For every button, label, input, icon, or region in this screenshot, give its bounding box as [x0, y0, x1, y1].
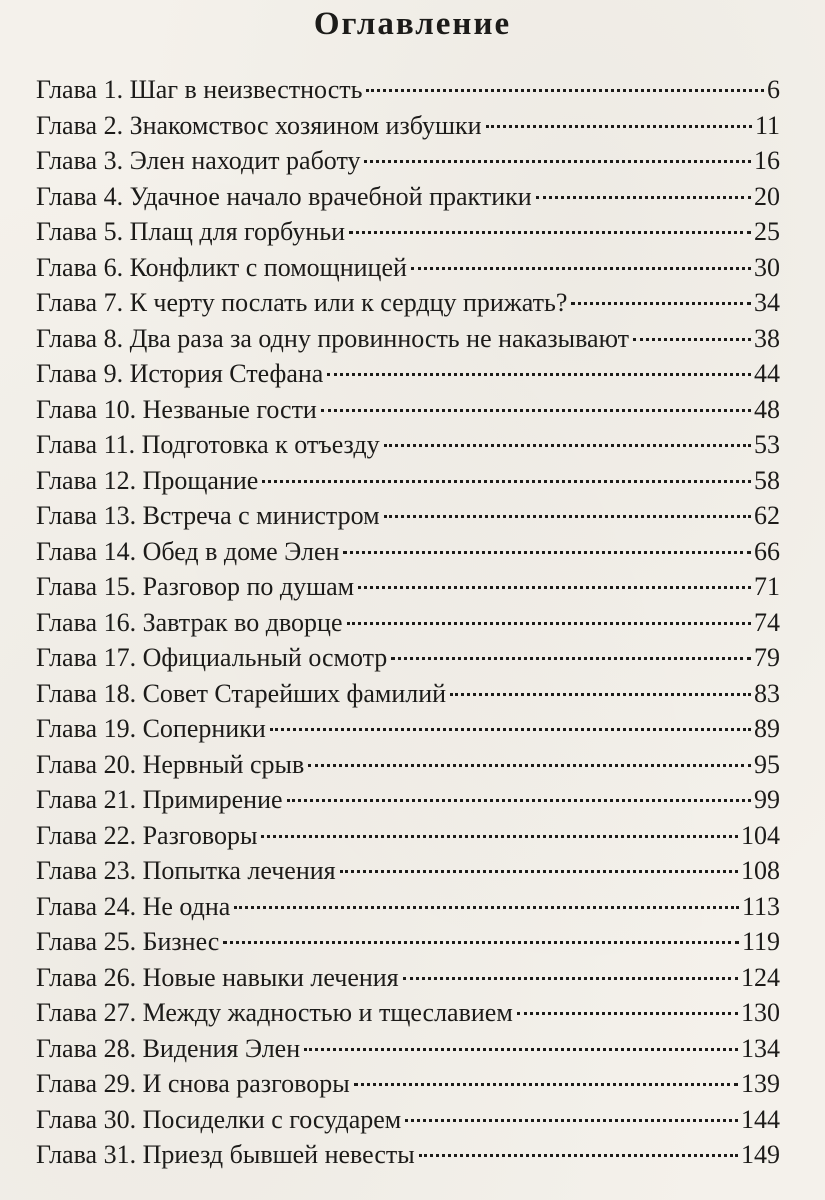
- chapter-title: Глава 29. И снова разговоры: [36, 1069, 350, 1098]
- toc-entry: [36, 747, 780, 783]
- chapter-title: Глава 31. Приезд бывшей невесты: [36, 1140, 415, 1169]
- page-number: 20: [754, 181, 780, 211]
- page-number: 124: [741, 962, 780, 992]
- chapter-title: Глава 1. Шаг в неизвестность: [36, 75, 363, 104]
- page-number: 95: [754, 749, 780, 779]
- dot-leader: [633, 338, 751, 341]
- chapter-title: Глава 19. Соперники: [36, 714, 266, 743]
- toc-entry: [36, 1137, 780, 1173]
- toc-entry: [36, 605, 780, 641]
- page-number: 16: [754, 146, 780, 175]
- dot-leader: [349, 231, 751, 234]
- chapter-title: Глава 5. Плащ для горбуньи: [36, 217, 345, 246]
- dot-leader: [536, 196, 751, 199]
- page-number: 89: [754, 714, 780, 743]
- page-number: 6: [767, 75, 780, 104]
- chapter-title: Глава 27. Между жадностью и тщеславием: [36, 998, 513, 1027]
- dot-leader: [571, 302, 751, 305]
- page-number: 130: [741, 998, 780, 1027]
- chapter-title: Глава 4. Удачное начало врачебной практики: [36, 181, 532, 211]
- page-number: 62: [754, 501, 780, 530]
- dot-leader: [419, 1154, 738, 1157]
- chapter-title: Глава 2. Знакомствос хозяином избушки: [36, 110, 482, 140]
- toc-entry: [36, 569, 780, 605]
- chapter-title: Глава 9. История Стефана: [36, 359, 324, 388]
- page-number: 34: [754, 288, 780, 317]
- toc-entry: [36, 498, 780, 534]
- dot-leader: [347, 622, 752, 625]
- dot-leader: [262, 480, 751, 483]
- chapter-title: Глава 21. Примирение: [36, 785, 283, 814]
- toc-entry: [36, 889, 780, 925]
- dot-leader: [403, 977, 738, 980]
- chapter-title: Глава 26. Новые навыки лечения: [36, 962, 399, 992]
- page-title: Оглавление: [313, 6, 512, 42]
- chapter-title: Глава 13. Встреча с министром: [36, 501, 380, 530]
- dot-leader: [287, 799, 751, 802]
- toc-entry: [36, 1066, 780, 1102]
- toc-entry: [36, 250, 780, 286]
- toc-entry: [36, 214, 780, 250]
- dot-leader: [327, 373, 751, 376]
- chapter-title: Глава 30. Посиделки с государем: [36, 1104, 402, 1134]
- dot-leader: [364, 160, 751, 163]
- page-number: 83: [754, 678, 780, 708]
- toc-entry: [36, 960, 780, 996]
- dot-leader: [358, 586, 751, 589]
- dot-leader: [366, 89, 764, 92]
- chapter-title: Глава 7. К черту послать или к сердцу прижать?: [36, 288, 568, 317]
- page-number: 134: [741, 1033, 780, 1063]
- dot-leader: [234, 906, 739, 909]
- toc-entry: [36, 427, 780, 463]
- dot-leader: [340, 870, 738, 873]
- chapter-title: Глава 11. Подготовка к отъезду: [36, 430, 380, 459]
- chapter-title: Глава 24. Не одна: [36, 891, 231, 921]
- dot-leader: [411, 267, 751, 270]
- toc-entry: [36, 108, 780, 144]
- toc-entry: [36, 818, 780, 854]
- page-number: 139: [741, 1069, 780, 1098]
- toc-entry: [36, 534, 780, 570]
- chapter-title: Глава 28. Видения Элен: [36, 1033, 301, 1063]
- toc-entry: [36, 995, 780, 1031]
- chapter-title: Глава 23. Попытка лечения: [36, 856, 336, 885]
- page-number: 30: [754, 252, 780, 282]
- dot-leader: [354, 1083, 738, 1086]
- page-number: 119: [741, 927, 780, 956]
- dot-leader: [384, 515, 751, 518]
- dot-leader: [308, 764, 751, 767]
- chapter-title: Глава 10. Незваные гости: [36, 394, 317, 424]
- dot-leader: [450, 693, 751, 696]
- dot-leader: [391, 657, 751, 660]
- chapter-title: Глава 15. Разговор по душам: [36, 572, 355, 601]
- toc-entry: [36, 640, 780, 676]
- page-number: 66: [754, 536, 780, 566]
- chapter-title: Глава 6. Конфликт с помощницей: [36, 252, 407, 282]
- page-number: 108: [741, 856, 780, 885]
- toc-entry: [36, 285, 780, 321]
- table-of-contents: [36, 72, 780, 1173]
- toc-entry: [36, 1102, 780, 1138]
- toc-entry: [36, 356, 780, 392]
- dot-leader: [343, 551, 751, 554]
- chapter-title: Глава 8. Два раза за одну провинность не наказывают: [36, 323, 630, 353]
- chapter-title: Глава 20. Нервный срыв: [36, 749, 305, 779]
- chapter-title: Глава 12. Прощание: [36, 465, 259, 495]
- page-number: 25: [754, 217, 780, 246]
- chapter-title: Глава 18. Совет Старейших фамилий: [36, 678, 447, 708]
- dot-leader: [405, 1119, 738, 1122]
- toc-entry: [36, 72, 780, 108]
- chapter-title: Глава 3. Элен находит работу: [36, 146, 361, 175]
- toc-entry: [36, 1031, 780, 1067]
- dot-leader: [270, 728, 751, 731]
- toc-entry: [36, 392, 780, 428]
- page-number: 144: [741, 1104, 780, 1134]
- toc-entry: [36, 143, 780, 179]
- page-number: 58: [754, 465, 780, 495]
- page-number: 71: [754, 572, 780, 601]
- dot-leader: [223, 941, 739, 944]
- toc-entry: [36, 676, 780, 712]
- chapter-title: Глава 16. Завтрак во дворце: [36, 607, 343, 637]
- toc-entry: [36, 321, 780, 357]
- toc-entry: [36, 463, 780, 499]
- toc-entry: [36, 711, 780, 747]
- page-number: 113: [741, 891, 780, 921]
- page-number: 44: [754, 359, 780, 388]
- chapter-title: Глава 25. Бизнес: [36, 927, 220, 956]
- chapter-title: Глава 22. Разговоры: [36, 820, 258, 850]
- page-number: 99: [754, 785, 780, 814]
- page-number: 11: [754, 110, 780, 140]
- toc-entry: [36, 179, 780, 215]
- page-number: 149: [741, 1140, 780, 1169]
- chapter-title: Глава 14. Обед в доме Элен: [36, 536, 340, 566]
- dot-leader: [517, 1012, 738, 1015]
- chapter-title: Глава 17. Официальный осмотр: [36, 643, 388, 672]
- dot-leader: [304, 1048, 738, 1051]
- dot-leader: [486, 125, 752, 128]
- dot-leader: [261, 835, 738, 838]
- page-number: 48: [754, 394, 780, 424]
- page-number: 53: [754, 430, 780, 459]
- page-number: 79: [754, 643, 780, 672]
- page-number: 104: [741, 820, 780, 850]
- toc-entry: [36, 853, 780, 889]
- dot-leader: [384, 444, 751, 447]
- page-number: 38: [754, 323, 780, 353]
- toc-entry: [36, 924, 780, 960]
- dot-leader: [321, 409, 751, 412]
- page-number: 74: [754, 607, 780, 637]
- toc-entry: [36, 782, 780, 818]
